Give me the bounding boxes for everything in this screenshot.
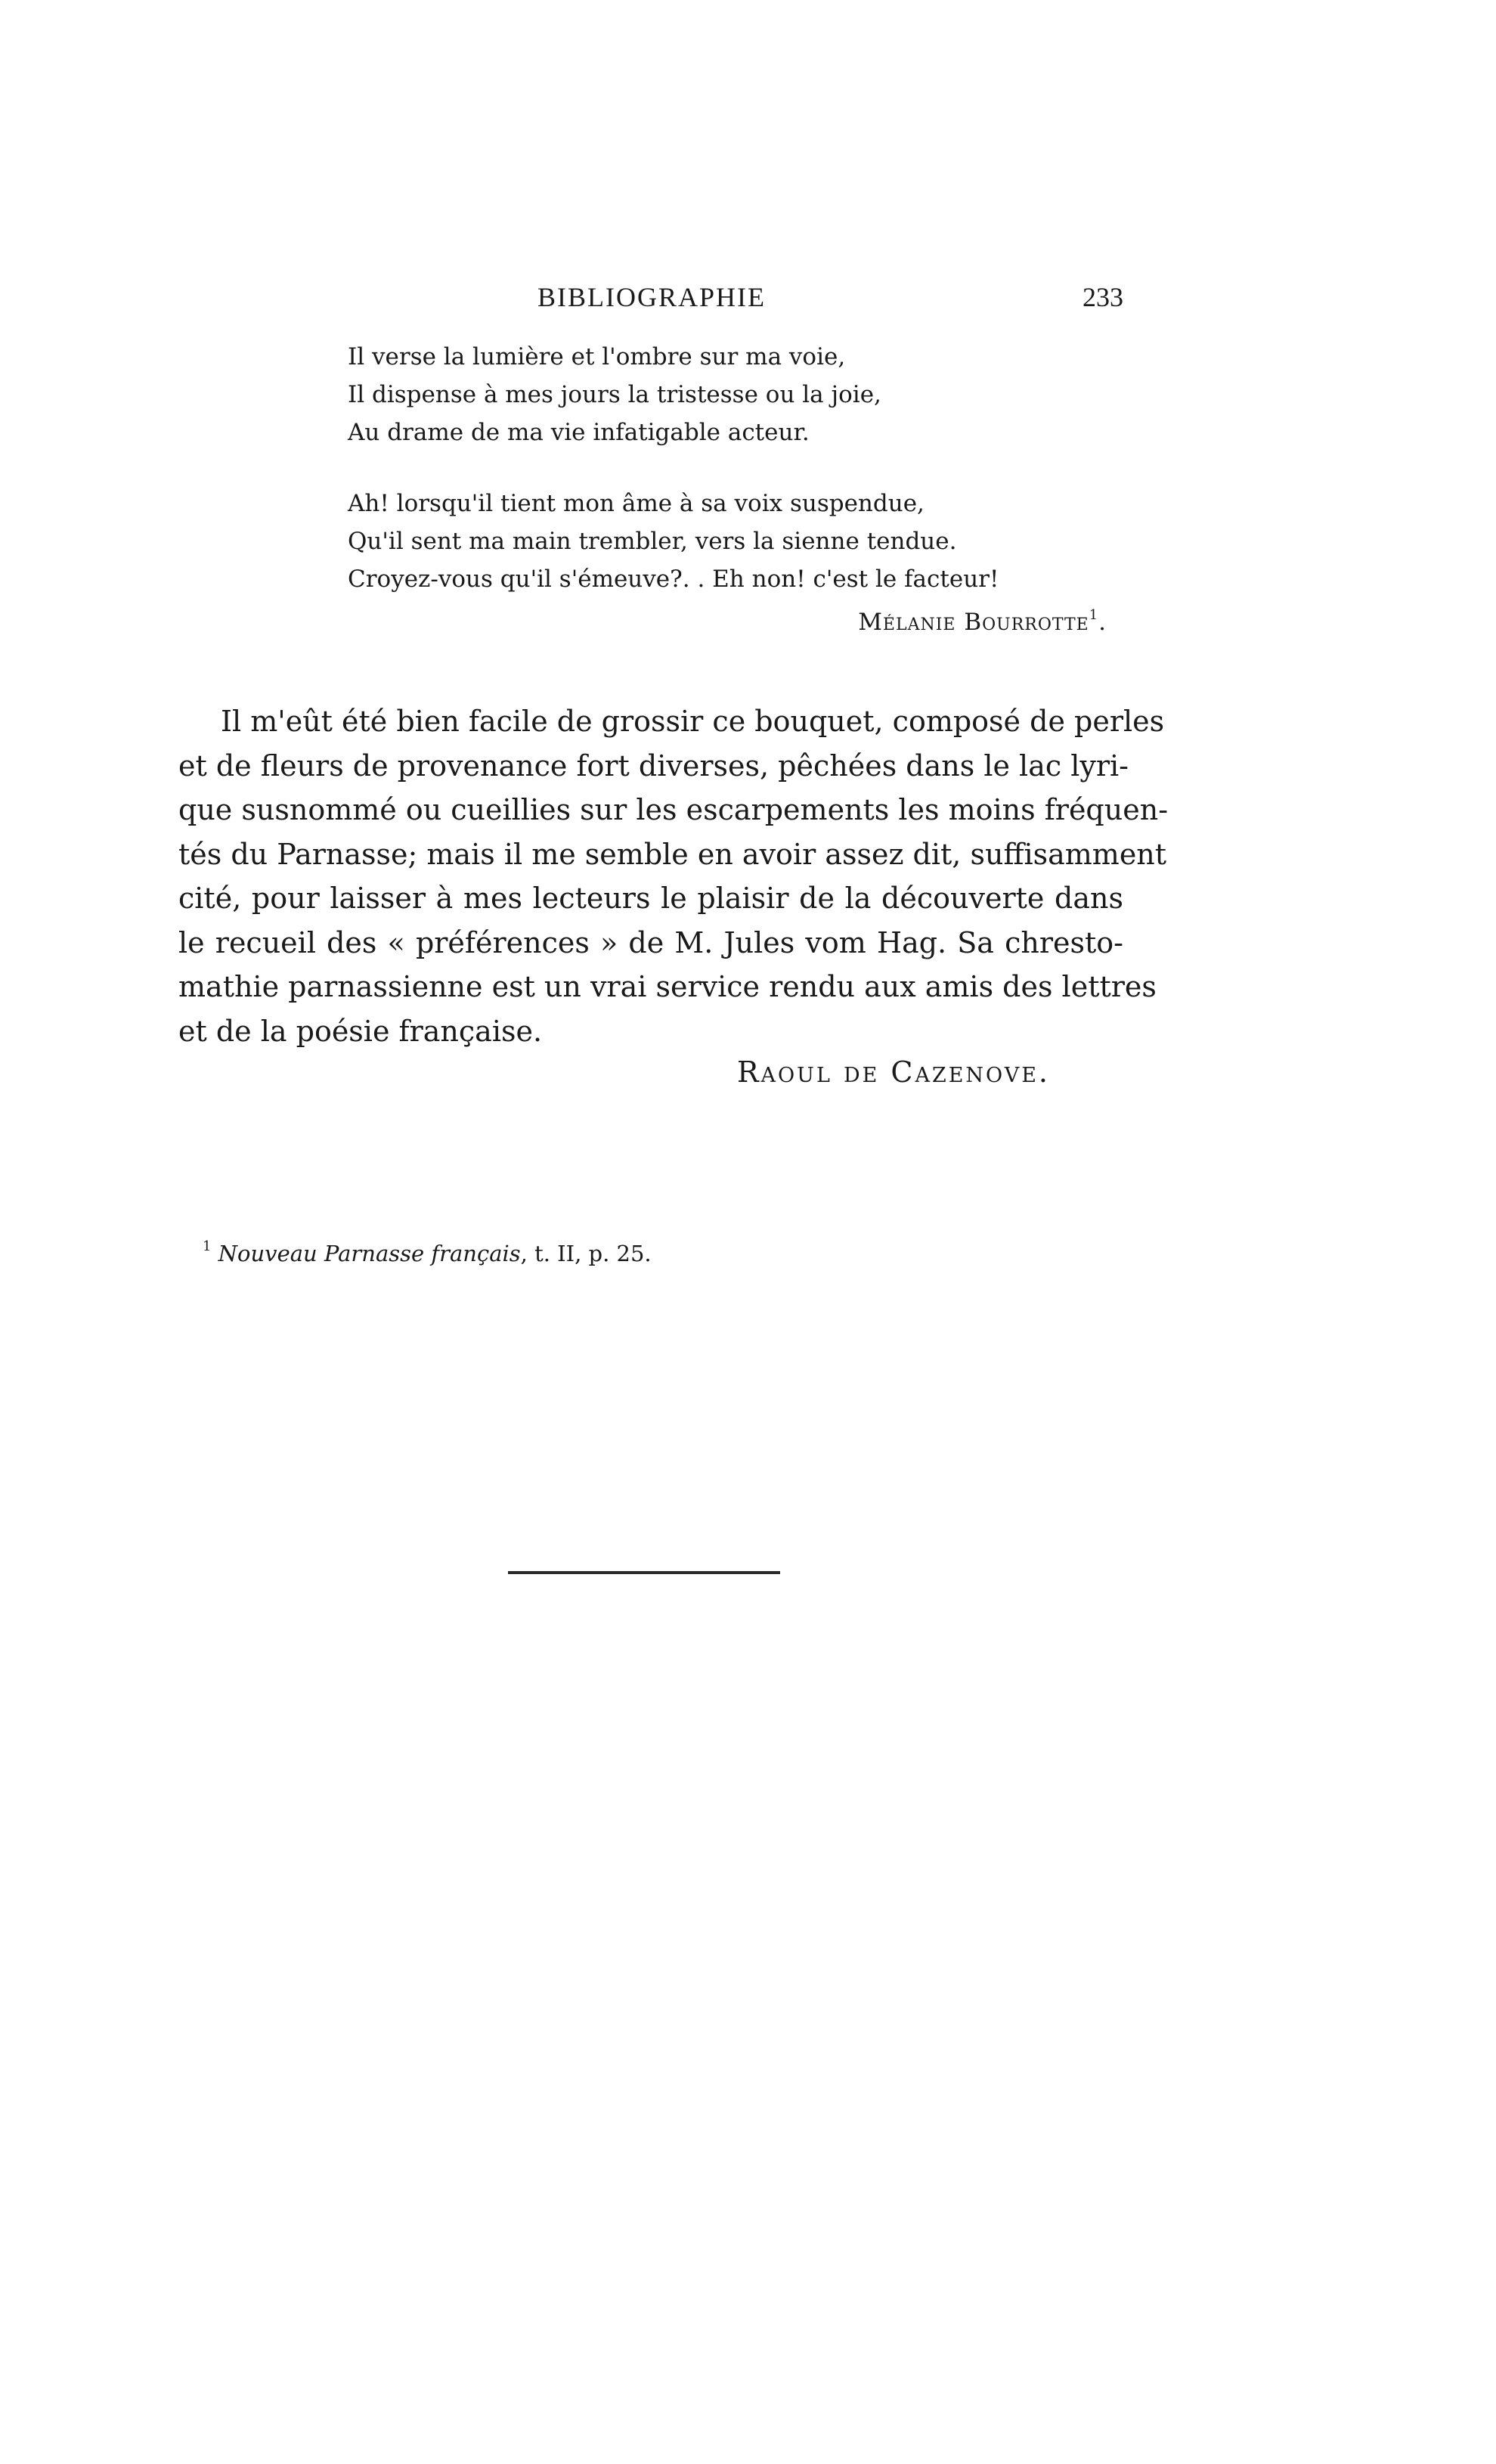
poem-line: Au drame de ma vie infatigable acteur. xyxy=(348,419,810,446)
body-line: cité, pour laisser à mes lecteurs le plaisir de la découverte dans xyxy=(178,882,1123,915)
footnote-title: Nouveau Parnasse français xyxy=(218,1241,521,1266)
poem-line: Il dispense à mes jours la tristesse ou la joie, xyxy=(348,381,881,408)
body-line: tés du Parnasse; mais il me semble en avoir assez dit, suffisamment xyxy=(178,837,1167,871)
body-line: le recueil des « préférences » de M. Jules vom Hag. Sa chresto- xyxy=(178,925,1123,959)
body-line: mathie parnassienne est un vrai service rendu aux amis des lettres xyxy=(178,970,1157,1003)
poem-stanza xyxy=(348,338,1104,451)
closing-rule xyxy=(508,1571,780,1574)
body-line: Il m'eût été bien facile de grossir ce bouquet, composé de perles xyxy=(221,705,1165,738)
poem xyxy=(348,338,1104,631)
author-signature: Raoul de Cazenove. xyxy=(736,1055,1050,1089)
running-title: BIBLIOGRAPHIE xyxy=(537,282,766,312)
body-paragraph xyxy=(178,699,1169,1053)
poem-line: Croyez-vous qu'il s'émeuve?. . Eh non! c'est le facteur! xyxy=(348,566,999,593)
footnote-reference-mark: 1 xyxy=(1089,607,1099,623)
poem-line: Qu'il sent ma main trembler, vers la sienne tendue. xyxy=(348,528,957,555)
poem-attribution xyxy=(858,607,1107,636)
page-header xyxy=(178,281,1123,327)
poem-stanza xyxy=(348,485,1104,598)
page-number: 233 xyxy=(1083,282,1123,312)
footnote-mark: 1 xyxy=(203,1238,212,1254)
footnote-reference: , t. II, p. 25. xyxy=(520,1241,652,1266)
body-line: et de fleurs de provenance fort diverses, pêchées dans le lac lyri- xyxy=(178,748,1129,783)
attribution-period: . xyxy=(1098,609,1107,636)
attribution-author: Mélanie Bourrotte xyxy=(858,609,1089,636)
poem-line: Ah! lorsqu'il tient mon âme à sa voix suspendue, xyxy=(348,490,925,517)
body-line: que susnommé ou cueillies sur les escarpements les moins fréquen- xyxy=(178,793,1169,826)
footnote xyxy=(203,1238,652,1266)
poem-line: Il verse la lumière et l'ombre sur ma voie, xyxy=(348,343,846,370)
body-line: et de la poésie française. xyxy=(178,1014,543,1048)
